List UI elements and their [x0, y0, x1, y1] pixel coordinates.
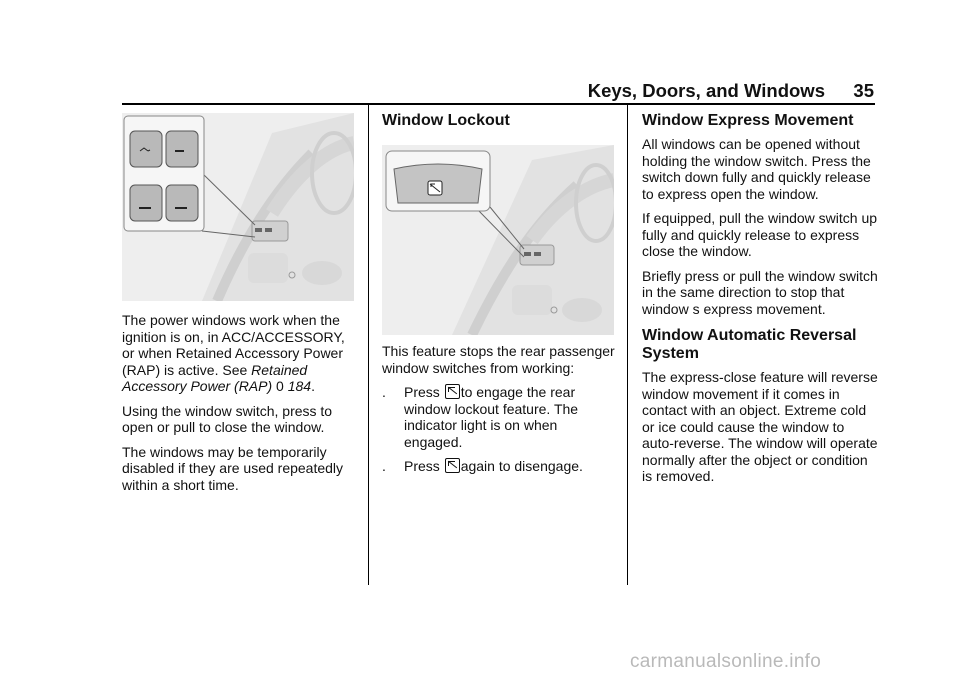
power-windows-paragraph — [122, 312, 358, 395]
window-switch-paragraph: Using the window switch, press to open or pull to close the window. — [122, 402, 333, 435]
list-item — [382, 384, 618, 450]
left-column — [122, 312, 358, 501]
window-lockout-icon — [445, 458, 460, 473]
sentence-end: . — [311, 378, 315, 394]
bullet-text-after: again to disengage. — [460, 458, 583, 474]
express-movement-heading: Window Express Movement — [642, 112, 854, 129]
window-lockout-illustration — [382, 145, 614, 335]
window-lockout-heading: Window Lockout — [382, 112, 510, 129]
running-header-title: Keys, Doors, and Windows — [587, 80, 825, 101]
lockout-door-drawing — [382, 145, 614, 335]
column-divider-left — [368, 105, 369, 585]
bullet-marker: . — [382, 458, 386, 474]
bullet-marker: . — [382, 384, 386, 400]
express-paragraph: All windows can be opened without holding the window switch. Press the switch down fully and quickly release to express open the window. — [642, 136, 871, 202]
bullet-text-before: Press — [404, 458, 440, 474]
bullet-text-before: Press — [404, 384, 440, 400]
power-windows-text: The power windows work when the ignition is on, in ACC/ACCESSORY, or when Retained Accessory Power (RAP) is active. See — [122, 312, 345, 378]
page-number: 35 — [853, 80, 874, 101]
express-paragraph: If equipped, pull the window switch up fully and quickly release to express close the window. — [642, 210, 878, 259]
middle-column-body — [382, 343, 618, 483]
reference-page[interactable]: 184 — [287, 378, 312, 394]
header-rule — [122, 103, 875, 105]
lockout-intro: This feature stops the rear passenger window switches from working: — [382, 343, 615, 376]
express-paragraph: Briefly press or pull the window switch in the same direction to stop that window s express movement. — [642, 267, 878, 317]
reference-symbol: 0 — [276, 378, 284, 394]
bullet-text — [404, 384, 618, 450]
bullet-text — [404, 458, 583, 475]
column-divider-right — [627, 105, 628, 585]
window-lockout-icon — [445, 384, 460, 399]
rap-link[interactable]: Retained Accessory Power (RAP) — [122, 361, 308, 394]
temporarily-disabled-paragraph: The windows may be temporarily disabled if they are used repeatedly within a short time. — [122, 443, 344, 493]
door-panel-drawing — [122, 113, 354, 301]
bullet-text-after: to engage the rear window lockout feature. The indicator light is on when engaged. — [404, 384, 579, 450]
automatic-reversal-heading: Window Automatic Reversal System — [642, 327, 857, 362]
right-column — [642, 112, 878, 493]
power-window-switch-illustration — [122, 113, 354, 301]
middle-column — [382, 112, 618, 130]
list-item — [382, 458, 618, 475]
reversal-paragraph: The express-close feature will reverse window movement if it comes in contact with an object. Extreme cold or ice could cause the window to auto-reverse. The window will operate normally after the object or condition is removed. — [642, 369, 878, 484]
watermark: carmanualsonline.info — [630, 651, 822, 672]
